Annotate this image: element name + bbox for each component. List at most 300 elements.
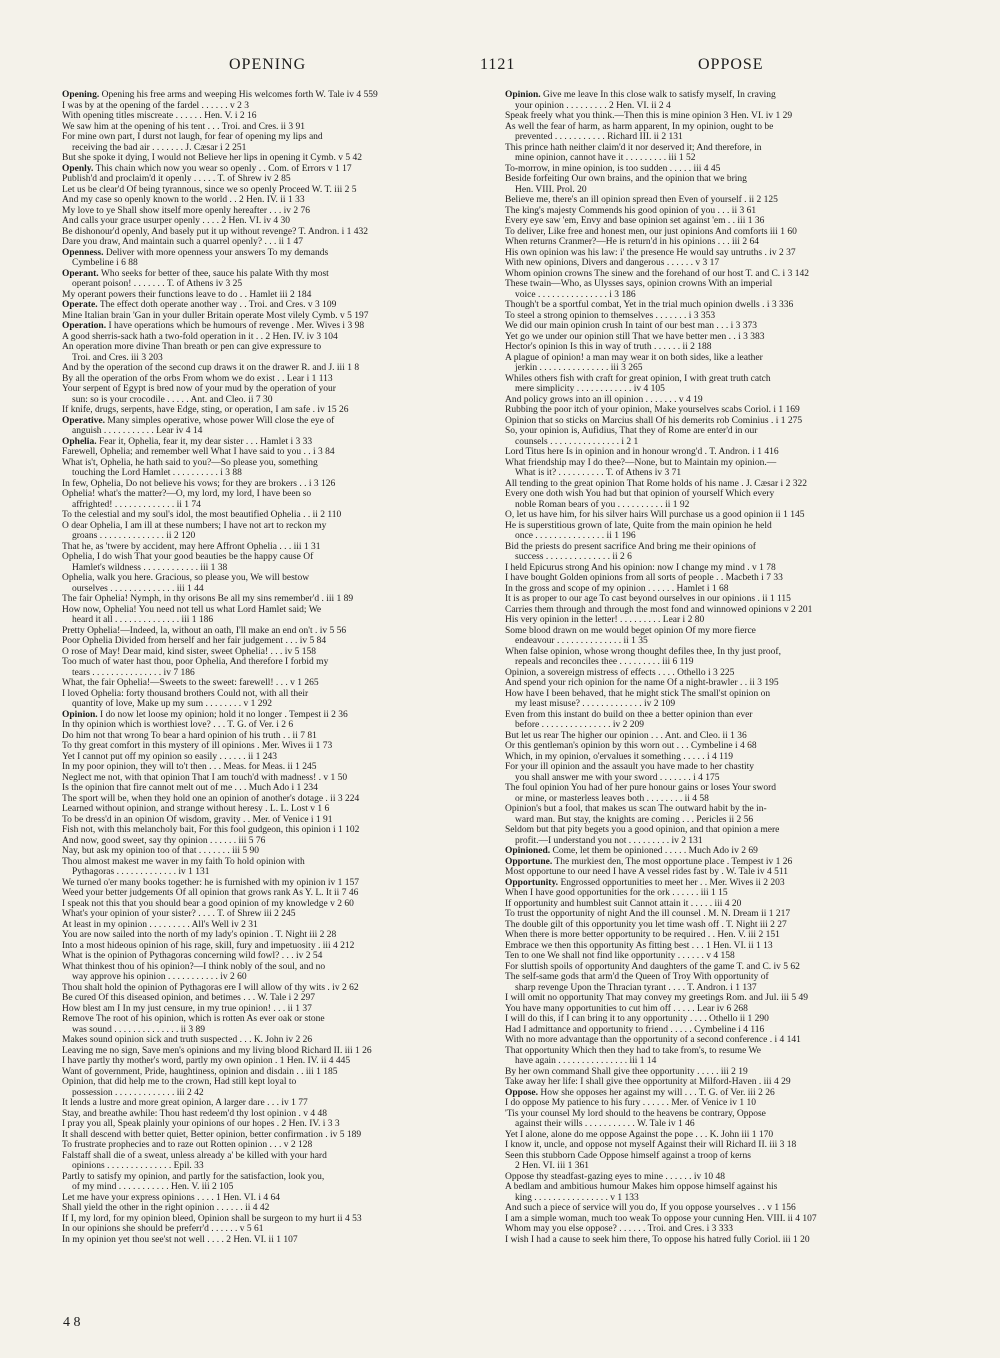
headword-entry — [62, 164, 512, 175]
quotation-line — [62, 605, 512, 616]
quotation-line — [505, 311, 955, 322]
quotation-text: And spend your rich opinion for the name Of a night-brawler . . ii 3 195 — [505, 678, 779, 688]
quotation-text: To the celestial and my soul's idol, the most beautified Ophelia . . ii 2 110 — [62, 510, 342, 520]
headword: Opportunity. — [505, 877, 559, 888]
quotation-line — [62, 1235, 512, 1246]
quotation-text: Many simples operative, whose power Will close the eye of — [107, 415, 335, 426]
quotation-line — [505, 668, 955, 679]
quotation-text: O dear Ophelia, I am ill at these numbers; I have not art to reckon my — [62, 520, 327, 531]
signature-mark: 4 8 — [63, 1315, 81, 1330]
quotation-line — [505, 132, 955, 143]
quotation-text: I held Epicurus strong And his opinion: now I change my mind . v 1 78 — [505, 562, 776, 573]
quotation-line — [62, 1025, 512, 1036]
quotation-text: Opinion that so sticks on Marcius shall Of his demerits rob Cominius . i 1 275 — [505, 415, 803, 426]
quotation-line — [62, 594, 512, 605]
quotation-line — [62, 1098, 512, 1109]
quotation-line — [505, 1109, 955, 1120]
quotation-text: How blest am I In my just censure, in my true opinion! . . . ii 1 37 — [62, 1003, 312, 1014]
quotation-text: I will omit no opportunity That may convey my greetings Rom. and Jul. iii 5 49 — [505, 993, 809, 1003]
quotation-text: have again . . . . . . . . . . . . . . . iii 1 14 — [515, 1056, 657, 1066]
quotation-line — [505, 563, 955, 574]
quotation-text: When I have good opportunities for the ork . . . . . . iii 1 15 — [505, 888, 728, 898]
quotation-text: But let us rear The higher our opinion . . . Ant. and Cleo. ii 1 36 — [505, 730, 747, 741]
quotation-text: Opening his free arms and weeping His welcomes forth W. Tale iv 4 559 — [101, 90, 378, 100]
quotation-text: These twain—Who, as Ulysses says, opinion crowns With an imperial — [505, 279, 773, 289]
quotation-line — [62, 983, 512, 994]
quotation-line — [505, 195, 955, 206]
quotation-line — [505, 279, 955, 290]
quotation-text: Rubbing the poor itch of your opinion, Make yourselves scabs Coriol. i 1 169 — [505, 405, 800, 415]
quotation-text: against their wills . . . . . . . . . . . W. Tale iv 1 46 — [515, 1119, 695, 1129]
quotation-text: Some blood drawn on me would beget opinion Of my more fierce — [505, 625, 756, 636]
quotation-line — [505, 1235, 955, 1246]
quotation-text: You have many opportunities to cut him off . . . . . Lear iv 6 268 — [505, 1003, 748, 1014]
quotation-line — [62, 279, 512, 290]
quotation-line — [505, 626, 955, 637]
quotation-text: Learned without opinion, and strange without heresy . L. L. Lost v 1 6 — [62, 804, 330, 814]
quotation-line — [505, 447, 955, 458]
quotation-text: Even from this instant do build on thee a better opinion than ever — [505, 709, 753, 720]
quotation-text: Ophelia, walk you here. Gracious, so please you, We will bestow — [62, 573, 310, 583]
quotation-line — [505, 993, 955, 1004]
quotation-text: To deliver, Like free and honest men, our just opinions And comforts iii 1 60 — [505, 226, 797, 237]
quotation-line — [505, 720, 955, 731]
quotation-text: And policy grows into an ill opinion . . . . . . . v 4 19 — [505, 394, 703, 405]
quotation-line — [505, 521, 955, 532]
quotation-line — [505, 615, 955, 626]
quotation-text: We did our main opinion crush In taint of our best man . . . i 3 373 — [505, 321, 758, 331]
quotation-text: Lord Titus here Is in opinion and in honour wrong'd . T. Andron. i 1 416 — [505, 447, 779, 457]
quotation-line — [62, 237, 512, 248]
quotation-text: A plague of opinion! a man may wear it on both sides, like a leather — [505, 352, 763, 363]
headword: Oppose. — [505, 1087, 538, 1098]
quotation-line — [505, 752, 955, 763]
quotation-text: 'Tis your counsel My lord should to the heavens be contrary, Oppose — [505, 1108, 766, 1119]
quotation-line — [505, 741, 955, 752]
quotation-line — [62, 111, 512, 122]
quotation-text: The sport will be, when they hold one an opinion of another's dotage . ii 3 224 — [62, 793, 360, 804]
quotation-line — [62, 920, 512, 931]
quotation-line — [505, 258, 955, 269]
quotation-text: Whom may you else oppose? . . . . . . Troi. and Cres. i 3 333 — [505, 1224, 733, 1234]
concordance-column-right — [505, 90, 955, 1245]
headword-entry — [62, 437, 512, 448]
quotation-line — [505, 122, 955, 133]
quotation-line — [505, 153, 955, 164]
quotation-text: This chain which now you wear so openly . . Com. of Errors v 1 17 — [95, 163, 352, 174]
quotation-text: Fish not, with this melancholy bait, For this fool gudgeon, this opinion i 1 102 — [62, 825, 360, 835]
quotation-text: I pray you all, Speak plainly your opinions of our hopes . 2 Hen. IV. i 3 3 — [62, 1119, 340, 1129]
headword: Opinioned. — [505, 846, 551, 856]
quotation-line — [62, 836, 512, 847]
quotation-text: Do him not that wrong To bear a hard opinion of his truth . . ii 7 81 — [62, 730, 317, 741]
quotation-text: By all the operation of the orbs From whom we do exist . . Lear i 1 113 — [62, 373, 333, 384]
quotation-line — [62, 1035, 512, 1046]
quotation-line — [62, 699, 512, 710]
quotation-text: The self-same gods that arm'd the Queen of Troy With opportunity of — [505, 972, 769, 982]
quotation-line — [505, 500, 955, 511]
quotation-line — [505, 1119, 955, 1130]
quotation-line — [62, 563, 512, 574]
quotation-text: Engrossed opportunities to meet her . . Mer. Wives ii 2 203 — [560, 877, 785, 888]
quotation-text: Give me leave In this close walk to satisfy myself, In craving — [543, 90, 776, 100]
headword-entry — [505, 878, 955, 889]
quotation-line — [62, 479, 512, 490]
quotation-text: Stay, and breathe awhile: Thou hast redeem'd thy lost opinion . v 4 48 — [62, 1108, 328, 1119]
quotation-text: I will do this, if I can bring it to any opportunity . . . . Othello ii 1 290 — [505, 1014, 769, 1024]
quotation-line — [62, 615, 512, 626]
quotation-text: Partly to satisfy my opinion, and partly for the satisfaction, look you, — [62, 1171, 325, 1182]
quotation-text: To steel a strong opinion to themselves . . . . . . . i 3 353 — [505, 310, 716, 321]
quotation-line — [62, 290, 512, 301]
quotation-text: Leaving me no sign, Save men's opinions and my living blood Richard II. iii 1 26 — [62, 1045, 372, 1056]
quotation-text: What is it? . . . . . . . . . . T. of Athens iv 3 71 — [515, 468, 682, 478]
quotation-line — [505, 888, 955, 899]
quotation-text: The murkiest den, The most opportune place . Tempest iv 1 26 — [554, 856, 793, 867]
quotation-text: It lends a lustre and more great opinion, A larger dare . . . iv 1 77 — [62, 1098, 308, 1108]
quotation-text: What is't, Ophelia, he hath said to you?—So please you, something — [62, 457, 318, 468]
quotation-text: Come, let them be opinioned . . . . . Much Ado iv 2 69 — [552, 846, 758, 856]
quotation-line — [505, 783, 955, 794]
quotation-line — [505, 489, 955, 500]
quotation-text: Deliver with more openness your answers To my demands — [105, 247, 329, 258]
headword-entry — [62, 710, 512, 721]
quotation-text: The effect doth operate another way . . Troi. and Cres. v 3 109 — [99, 300, 337, 310]
quotation-text: O, let us have him, for his silver hairs Will purchase us a good opinion ii 1 145 — [505, 510, 805, 520]
quotation-text: This prince hath neither claim'd it nor deserved it; And therefore, in — [505, 142, 762, 153]
headword: Opportune. — [505, 856, 553, 867]
quotation-line — [505, 584, 955, 595]
quotation-line — [62, 101, 512, 112]
quotation-text: or mine, or masterless leaves both . . . . . . . . ii 4 58 — [515, 793, 709, 804]
quotation-text: Into a most hideous opinion of his rage, skill, fury and impetuosity . iii 4 212 — [62, 940, 355, 951]
quotation-line — [505, 342, 955, 353]
quotation-text: Too much of water hast thou, poor Ophelia, And therefore I forbid my — [62, 657, 329, 667]
quotation-line — [62, 1214, 512, 1225]
quotation-line — [505, 1025, 955, 1036]
quotation-line — [505, 269, 955, 280]
concordance-column-left — [62, 90, 512, 1245]
page-number: 1121 — [480, 56, 516, 73]
quotation-line — [62, 353, 512, 364]
quotation-line — [505, 1046, 955, 1057]
quotation-line — [62, 804, 512, 815]
quotation-line — [505, 227, 955, 238]
quotation-line — [62, 542, 512, 553]
quotation-line — [505, 930, 955, 941]
quotation-text: In my poor opinion, they will to't then . . . Meas. for Meas. ii 1 245 — [62, 762, 317, 772]
quotation-text: Whom opinion crowns The sinew and the forehand of our host T. and C. i 3 142 — [505, 268, 809, 279]
quotation-line — [62, 552, 512, 563]
quotation-text: My love to ye Shall show itself more openly hereafter . . . iv 2 76 — [62, 205, 311, 216]
quotation-text: When false opinion, whose wrong thought defiles thee, In thy just proof, — [505, 646, 781, 657]
quotation-text: The fair Ophelia! Nymph, in thy orisons Be all my sins remember'd . iii 1 89 — [62, 594, 354, 604]
headword: Operant. — [62, 268, 99, 279]
quotation-text: To trust the opportunity of night And the ill counsel . M. N. Dream ii 1 217 — [505, 909, 791, 919]
quotation-text: Hector's opinion Is this in way of truth . . . . . . ii 2 188 — [505, 342, 712, 352]
quotation-line — [505, 510, 955, 521]
headword: Opinion. — [505, 90, 541, 100]
quotation-text: Makes sound opinion sick and truth suspected . . . K. John iv 2 26 — [62, 1035, 313, 1045]
quotation-line — [505, 248, 955, 259]
quotation-line — [62, 846, 512, 857]
quotation-line — [62, 195, 512, 206]
quotation-line — [62, 1004, 512, 1015]
headword-entry — [62, 321, 512, 332]
quotation-text: I do now let loose my opinion; hold it no longer . Tempest ii 2 36 — [100, 709, 348, 720]
quotation-text: Let me have your express opinions . . . . 1 Hen. VI. i 4 64 — [62, 1192, 281, 1203]
headword-entry — [62, 269, 512, 280]
quotation-line — [505, 300, 955, 311]
quotation-text: And my case so openly known to the world . . 2 Hen. IV. ii 1 33 — [62, 195, 305, 205]
quotation-line — [505, 678, 955, 689]
quotation-text: quantity of love, Make up my sum . . . . . . . . v 1 292 — [72, 699, 273, 709]
quotation-line — [62, 185, 512, 196]
quotation-text: sun: so is your crocodile . . . . . Ant. and Cleo. ii 7 30 — [72, 394, 273, 405]
quotation-line — [62, 1161, 512, 1172]
headword: Ophelia. — [62, 436, 97, 447]
quotation-text: Every one doth wish You had but that opinion of yourself Which every — [505, 489, 775, 499]
headword-entry — [62, 300, 512, 311]
quotation-text: Is the opinion that fire cannot melt out of me . . . Much Ado i 1 234 — [62, 783, 318, 793]
quotation-text: touching the Lord Hamlet . . . . . . . . . . i 3 88 — [72, 468, 242, 478]
quotation-text: Be cured Of this diseased opinion, and betimes . . . W. Tale i 2 297 — [62, 993, 315, 1003]
quotation-line — [62, 993, 512, 1004]
headword-entry — [62, 248, 512, 259]
quotation-line — [505, 1140, 955, 1151]
quotation-text: affrighted! . . . . . . . . . . . . . ii 1 74 — [72, 499, 201, 510]
quotation-line — [505, 101, 955, 112]
quotation-line — [62, 825, 512, 836]
quotation-text: was sound . . . . . . . . . . . . . . ii 3 89 — [72, 1024, 205, 1035]
quotation-text: Falstaff shall die of a sweat, unless already a' be killed with your hard — [62, 1150, 327, 1161]
quotation-line — [62, 647, 512, 658]
quotation-line — [505, 1067, 955, 1078]
quotation-line — [62, 384, 512, 395]
quotation-text: In few, Ophelia, Do not believe his vows; for they are brokers . . i 3 126 — [62, 478, 336, 489]
quotation-text: Speak freely what you think.—Then this is mine opinion 3 Hen. VI. iv 1 29 — [505, 111, 793, 121]
quotation-text: All tending to the great opinion That Rome holds of his name . J. Cæsar i 2 322 — [505, 478, 807, 489]
quotation-line — [505, 710, 955, 721]
quotation-line — [505, 647, 955, 658]
quotation-line — [62, 1140, 512, 1151]
quotation-text: of my mind . . . . . . . . . . . Hen. V. iii 2 105 — [72, 1182, 234, 1192]
quotation-line — [62, 1088, 512, 1099]
quotation-text: In the gross and scope of my opinion . . . . . . Hamlet i 1 68 — [505, 583, 729, 594]
quotation-text: Most opportune to our need I have A vessel rides fast by . W. Tale iv 4 511 — [505, 867, 788, 877]
quotation-text: A bedlam and ambitious humour Makes him oppose himself against his — [505, 1182, 778, 1192]
quotation-line — [62, 468, 512, 479]
quotation-text: And by the operation of the second cup draws it on the drawer R. and J. iii 1 8 — [62, 363, 360, 373]
headword: Openly. — [62, 163, 94, 174]
quotation-text: What, the fair Ophelia!—Sweets to the sweet: farewell! . . . v 1 265 — [62, 678, 319, 688]
quotation-text: king . . . . . . . . . . . . . . . . v 1 133 — [515, 1192, 639, 1203]
quotation-line — [62, 311, 512, 322]
quotation-text: profit.—I understand you not . . . . . . . . . iv 2 131 — [515, 835, 703, 846]
quotation-text: voice . . . . . . . . . . . . . . . i 3 186 — [515, 289, 636, 300]
quotation-line — [505, 1203, 955, 1214]
quotation-line — [62, 458, 512, 469]
quotation-line — [62, 584, 512, 595]
quotation-line — [505, 353, 955, 364]
headword: Operative. — [62, 415, 106, 426]
quotation-line — [505, 636, 955, 647]
quotation-line — [62, 888, 512, 899]
quotation-text: To-morrow, in mine opinion, is too sudden . . . . . iii 4 45 — [505, 163, 721, 174]
quotation-text: It shall descend with better quiet, Better opinion, better confirmation . iv 5 189 — [62, 1129, 362, 1140]
quotation-text: Opinion, that did help me to the crown, Had still kept loyal to — [62, 1077, 297, 1087]
quotation-line — [62, 930, 512, 941]
quotation-text: By her own command Shall give thee opportunity . . . . . iii 2 19 — [505, 1066, 748, 1077]
quotation-line — [62, 909, 512, 920]
quotation-text: For sluttish spoils of opportunity And daughters of the game T. and C. iv 5 62 — [505, 961, 800, 972]
quotation-text: sharp revenge Upon the Thracian tyrant . . . . T. Andron. i 1 137 — [515, 982, 757, 993]
quotation-text: Mine Italian brain 'Gan in your duller Britain operate Most vilely Cymb. v 5 197 — [62, 310, 369, 321]
quotation-line — [62, 1077, 512, 1088]
quotation-text: An operation more divine Than breath or pen can give expressure to — [62, 342, 322, 352]
quotation-line — [62, 867, 512, 878]
quotation-text: Thou almost makest me waver in my faith To hold opinion with — [62, 856, 305, 867]
quotation-line — [505, 909, 955, 920]
quotation-line — [62, 1224, 512, 1235]
quotation-line — [505, 531, 955, 542]
running-header-left: OPENING — [229, 56, 307, 73]
quotation-text: Embrace we then this opportunity As fitting best . . . 1 Hen. VI. ii 1 13 — [505, 940, 773, 951]
quotation-text: You are now sailed into the north of my lady's opinion . T. Night iii 2 28 — [62, 930, 337, 940]
quotation-text: With new opinions, Divers and dangerous . . . . . . v 3 17 — [505, 258, 720, 268]
quotation-line — [62, 1193, 512, 1204]
running-header-right: OPPOSE — [698, 56, 764, 73]
quotation-line — [62, 857, 512, 868]
quotation-text: If opportunity and humblest suit Cannot attain it . . . . . iii 4 20 — [505, 898, 742, 909]
quotation-text: once . . . . . . . . . . . . . . . ii 1 196 — [515, 531, 636, 541]
quotation-line — [505, 773, 955, 784]
quotation-text: possession . . . . . . . . . . . . . iii 2 42 — [72, 1087, 204, 1098]
quotation-text: Thou shalt hold the opinion of Pythagoras ere I will allow of thy wits . iv 2 62 — [62, 982, 359, 993]
headword: Operation. — [62, 321, 107, 331]
headword: Opening. — [62, 90, 100, 100]
quotation-text: How she opposes her against my will . . . T. G. of Ver. iii 2 26 — [540, 1087, 775, 1098]
quotation-line — [62, 1151, 512, 1162]
quotation-line — [62, 878, 512, 889]
quotation-text: ourselves . . . . . . . . . . . . . . iii 1 44 — [72, 583, 204, 594]
quotation-line — [505, 1004, 955, 1015]
quotation-text: And now, good sweet, say thy opinion . . . . . . iii 5 76 — [62, 835, 266, 846]
quotation-text: Ophelia, I do wish That your good beauties be the happy cause Of — [62, 552, 314, 562]
quotation-line — [505, 804, 955, 815]
quotation-text: Be dishonour'd openly, And basely put it up without revenge? T. Andron. i 1 432 — [62, 226, 369, 237]
quotation-text: His very opinion in the letter! . . . . . . . . . Lear i 2 80 — [505, 615, 705, 625]
quotation-line — [505, 1182, 955, 1193]
quotation-text: In thy opinion which is worthiest love? . . . T. G. of Ver. i 2 6 — [62, 720, 294, 730]
quotation-line — [62, 815, 512, 826]
quotation-line — [505, 951, 955, 962]
quotation-text: Opinion's but a fool, that makes us scan The outward habit by the in- — [505, 804, 767, 814]
quotation-text: opinions . . . . . . . . . . . . . . Epil. 33 — [72, 1161, 204, 1171]
quotation-line — [62, 206, 512, 217]
quotation-line — [505, 815, 955, 826]
quotation-line — [62, 657, 512, 668]
quotation-text: Farewell, Ophelia; and remember well What I have said to you . . i 3 84 — [62, 447, 335, 457]
quotation-text: Opinion, a sovereign mistress of effects . . . . Othello i 3 225 — [505, 667, 735, 678]
quotation-text: Beside forfeiting Our own brains, and the opinion that we bring — [505, 174, 747, 184]
quotation-line — [505, 405, 955, 416]
quotation-text: counsels . . . . . . . . . . . . . . . i 2 1 — [515, 436, 639, 447]
quotation-text: Bid the priests do present sacrifice And bring me their opinions of — [505, 541, 756, 552]
quotation-text: I know it, uncle, and oppose not myself Against their will Richard II. iii 3 18 — [505, 1140, 797, 1150]
quotation-text: prevented . . . . . . . . . . . Richard III. ii 2 131 — [515, 132, 683, 142]
quotation-line — [62, 1014, 512, 1025]
quotation-line — [62, 447, 512, 458]
quotation-text: I loved Ophelia: forty thousand brothers Could not, with all their — [62, 688, 309, 699]
quotation-line — [62, 510, 512, 521]
quotation-text: Every eye saw 'em, Envy and base opinion set against 'em . . iii 1 36 — [505, 216, 765, 226]
quotation-text: If knife, drugs, serpents, have Edge, sting, or operation, I am safe . iv 15 26 — [62, 405, 349, 415]
quotation-line — [505, 1193, 955, 1204]
quotation-text: And calls your grace usurper openly . . . . 2 Hen. VI. iv 4 30 — [62, 216, 291, 226]
headword-entry — [505, 90, 955, 101]
quotation-line — [505, 1224, 955, 1235]
quotation-line — [505, 1172, 955, 1183]
quotation-line — [62, 521, 512, 532]
quotation-text: repeals and reconciles thee . . . . . . . . . iii 6 119 — [515, 657, 694, 667]
quotation-line — [505, 416, 955, 427]
quotation-text: Neglect me not, with that opinion That I am touch'd with madness! . v 1 50 — [62, 772, 348, 783]
quotation-text: Though't be a sportful combat, Yet in the trial much opinion dwells . i 3 336 — [505, 300, 794, 310]
quotation-line — [62, 332, 512, 343]
quotation-line — [505, 216, 955, 227]
quotation-line — [62, 794, 512, 805]
quotation-line — [62, 899, 512, 910]
quotation-text: heard it all . . . . . . . . . . . . . . iii 1 186 — [72, 615, 214, 625]
quotation-text: Dare you draw, And maintain such a quarrel openly? . . . ii 1 47 — [62, 237, 304, 247]
quotation-text: mere simplicity . . . . . . . . . . . . iv 4 105 — [515, 384, 665, 394]
quotation-line — [62, 342, 512, 353]
quotation-text: I have partly thy mother's word, partly my own opinion . 1 Hen. IV. ii 4 445 — [62, 1056, 351, 1066]
quotation-text: How now, Ophelia! You need not tell us what Lord Hamlet said; We — [62, 604, 322, 615]
quotation-line — [505, 174, 955, 185]
quotation-text: operant poison! . . . . . . . T. of Athens iv 3 25 — [72, 279, 243, 289]
quotation-line — [505, 689, 955, 700]
quotation-text: Publish'd and proclaim'd it openly . . . . . T. of Shrew iv 2 85 — [62, 174, 291, 184]
quotation-line — [505, 962, 955, 973]
quotation-text: Weed your better judgements Of all opinion that grows rank As Y. L. It ii 7 46 — [62, 888, 359, 898]
quotation-text: Hen. VIII. Prol. 20 — [515, 184, 587, 195]
quotation-line — [62, 941, 512, 952]
quotation-text: I was by at the opening of the fardel . . . . . . v 2 3 — [62, 100, 250, 111]
quotation-line — [62, 1056, 512, 1067]
quotation-text: For mine own part, I durst not laugh, for fear of opening my lips and — [62, 132, 323, 142]
quotation-text: I wish I had a cause to seek him there, To oppose his hatred fully Coriol. iii 1 20 — [505, 1234, 810, 1245]
quotation-line — [62, 1119, 512, 1130]
quotation-line — [62, 216, 512, 227]
quotation-line — [505, 920, 955, 931]
quotation-text: Yet go we under our opinion still That we have better men . . i 3 383 — [505, 331, 765, 342]
quotation-text: And such a piece of service will you do, If you oppose yourselves . . v 1 156 — [505, 1203, 796, 1213]
quotation-text: That opportunity Which then they had to take from's, to resume We — [505, 1045, 761, 1056]
quotation-text: Oppose thy steadfast-gazing eyes to mine . . . . . . iv 10 48 — [505, 1171, 726, 1182]
quotation-text: endeavour . . . . . . . . . . . . . . ii 1 35 — [515, 636, 648, 646]
quotation-line — [505, 321, 955, 332]
quotation-text: Had I admittance and opportunity to friend . . . . . Cymbeline i 4 116 — [505, 1024, 765, 1035]
quotation-line — [505, 237, 955, 248]
quotation-text: my least misuse? . . . . . . . . . . . . . iv 2 109 — [515, 699, 676, 709]
quotation-line — [505, 374, 955, 385]
quotation-text: Yet I alone, alone do me oppose Against the pope . . . K. John iii 1 170 — [505, 1129, 774, 1140]
quotation-text: What is the opinion of Pythagoras concerning wild fowl? . . . iv 2 54 — [62, 951, 323, 961]
quotation-text: Whiles others fish with craft for great opinion, I with great truth catch — [505, 373, 771, 384]
quotation-line — [62, 1203, 512, 1214]
